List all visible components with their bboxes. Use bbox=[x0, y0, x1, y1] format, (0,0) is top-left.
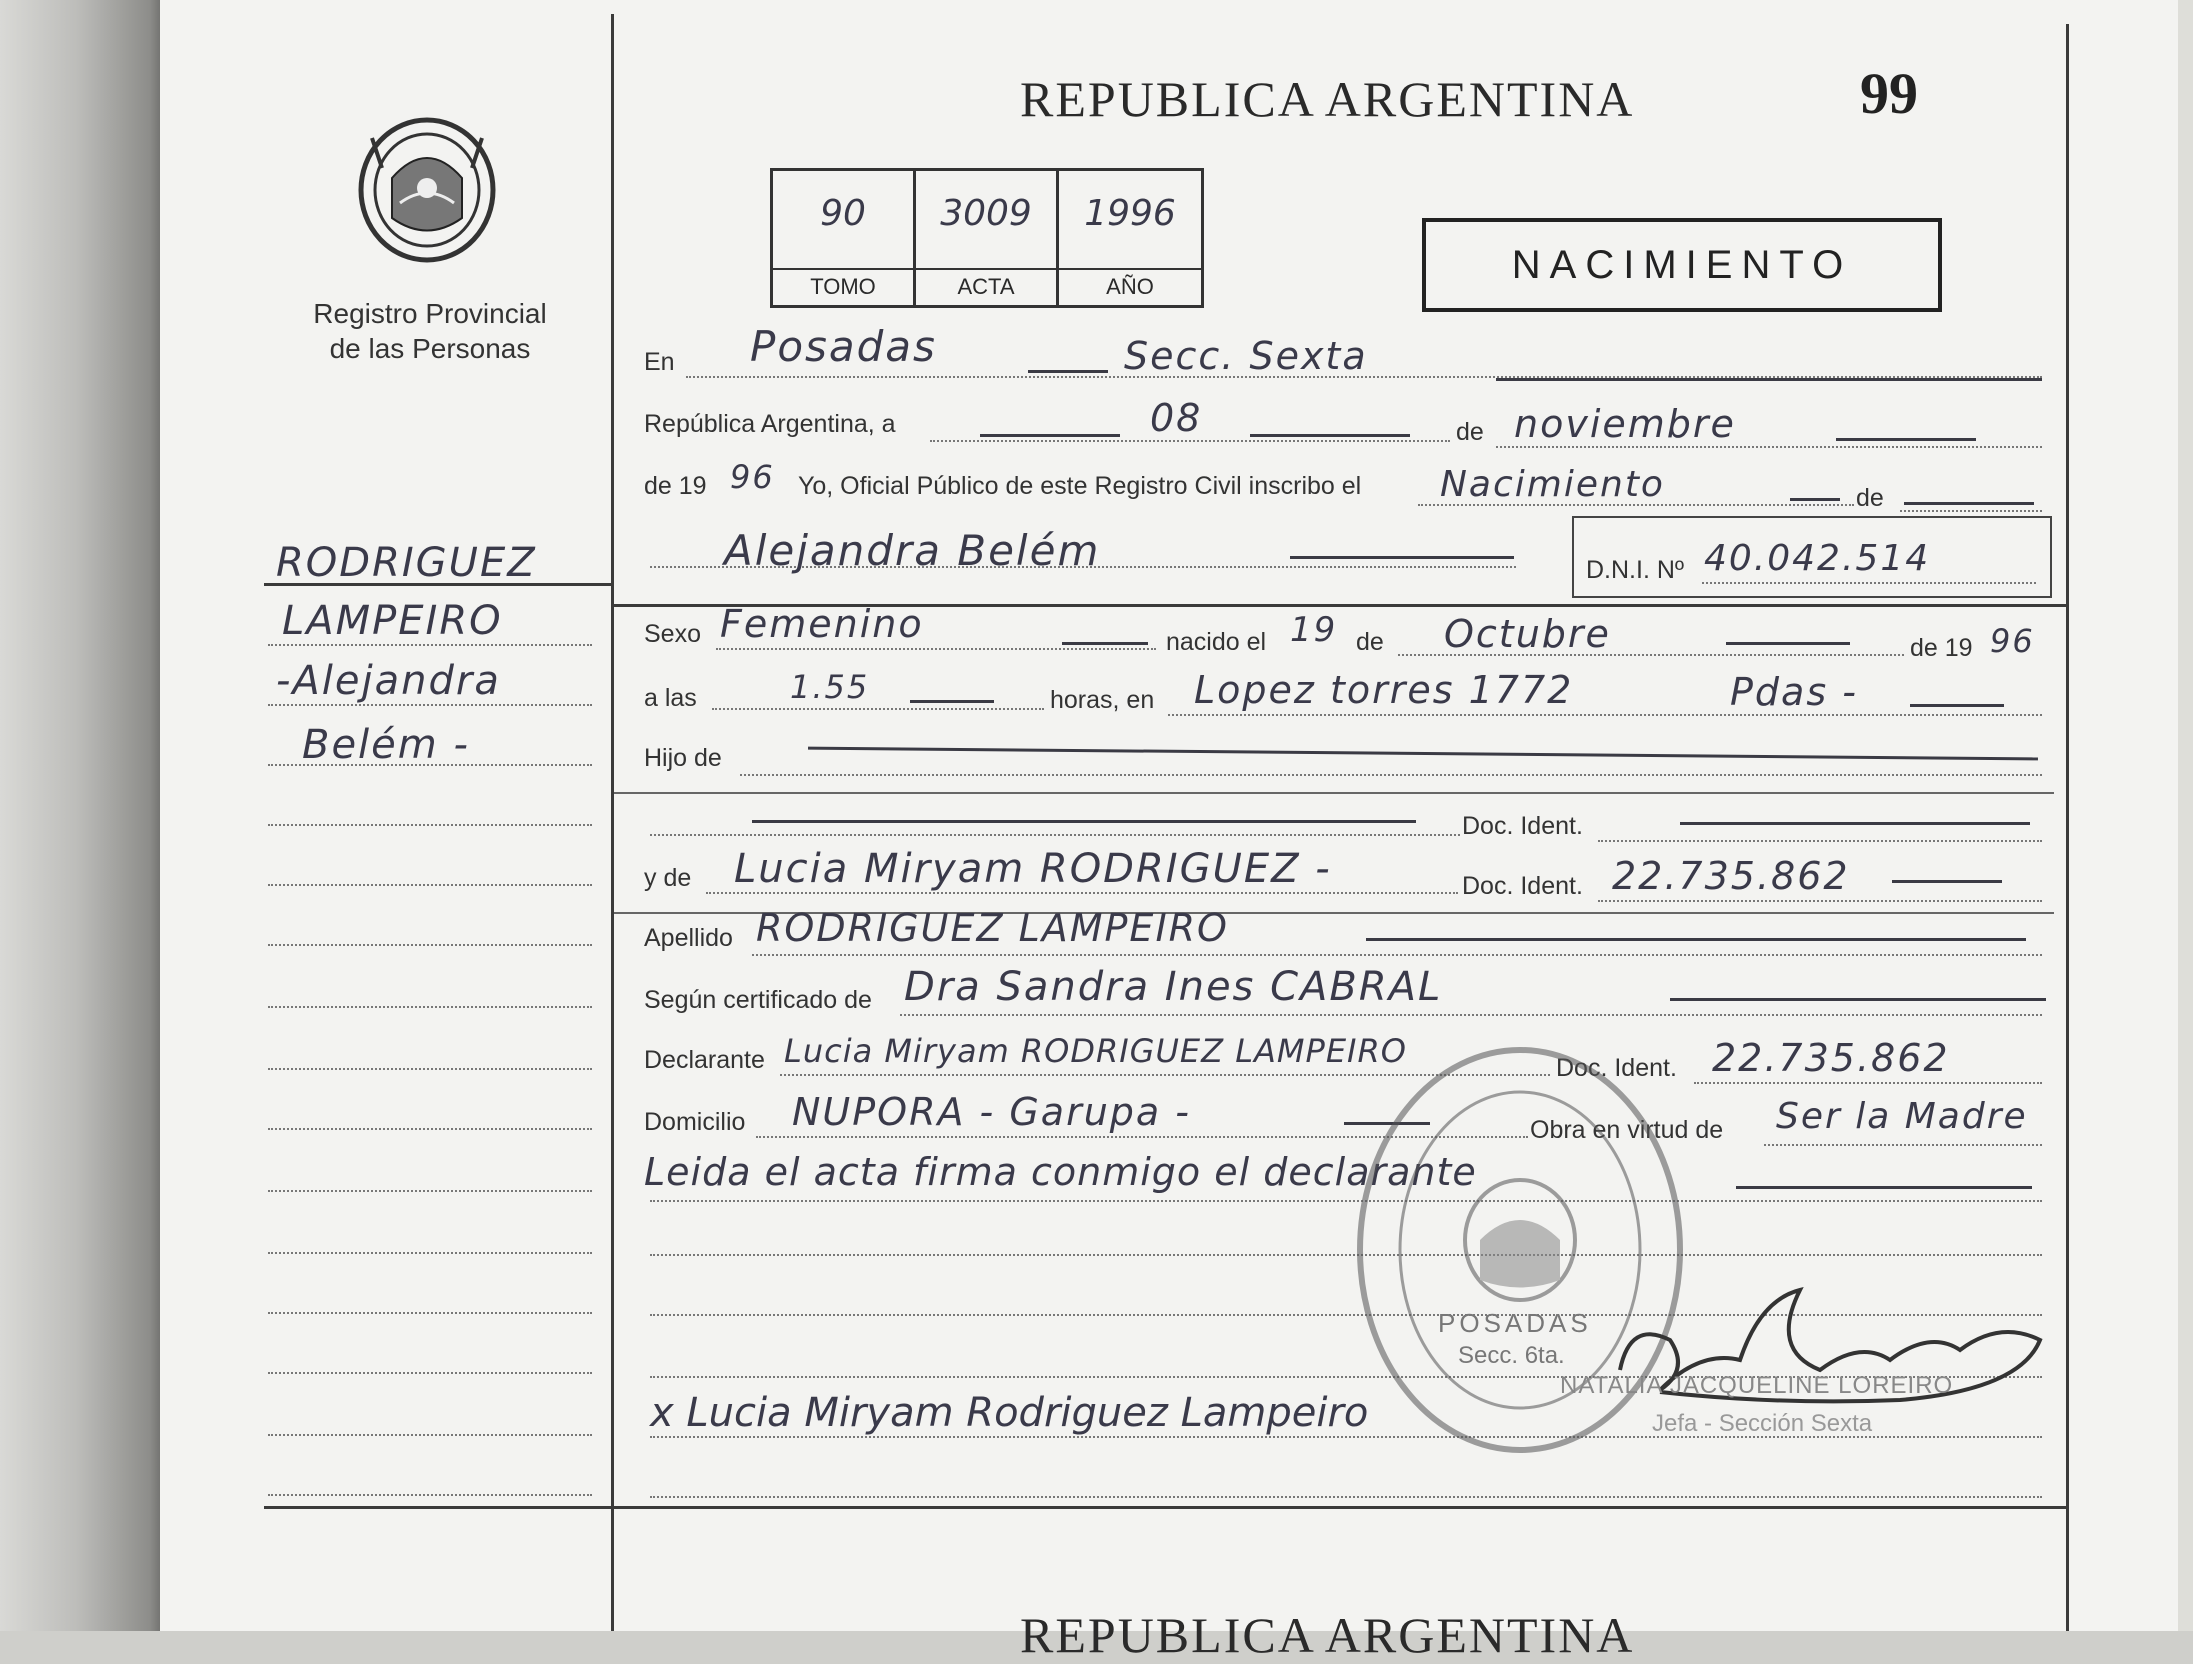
month-line bbox=[1496, 446, 2042, 448]
margin-name-line3: -Alejandra bbox=[276, 658, 501, 704]
officer-name: NATALIA JACQUELINE LOREIRO bbox=[1560, 1372, 1954, 1399]
acta-value: 3009 bbox=[940, 193, 1032, 234]
ink-dash bbox=[980, 434, 1120, 437]
right-border bbox=[2066, 24, 2069, 1631]
ink-dash bbox=[1670, 998, 2046, 1001]
padre-doc-line bbox=[1598, 840, 2042, 842]
acta-cell bbox=[916, 171, 1059, 305]
y-de-label: y de bbox=[644, 864, 692, 892]
domicilio-value: NUPORA - Garupa - bbox=[792, 1090, 1191, 1134]
record-type-box: NACIMIENTO bbox=[1422, 218, 1942, 312]
lugar-line bbox=[1168, 714, 2042, 716]
org-name-line2: de las Personas bbox=[329, 333, 531, 364]
month-value: noviembre bbox=[1514, 402, 1736, 446]
margin-line bbox=[268, 1252, 592, 1254]
certificado-line bbox=[900, 1014, 2042, 1016]
ink-dash bbox=[1836, 438, 1976, 441]
apellido-line bbox=[752, 954, 2042, 956]
declarante-value: Lucia Miryam RODRIGUEZ LAMPEIRO bbox=[784, 1032, 1407, 1070]
certificado-label: Según certificado de bbox=[644, 986, 872, 1014]
margin-line bbox=[268, 764, 592, 766]
anio-cell bbox=[1059, 171, 1201, 305]
year-prefix: de 19 bbox=[644, 472, 707, 500]
madre-doc-value: 22.735.862 bbox=[1612, 854, 1850, 898]
padre-line bbox=[650, 834, 1460, 836]
leida-line bbox=[650, 1200, 2042, 1202]
declarante-label: Declarante bbox=[644, 1046, 765, 1074]
fecha-line bbox=[930, 440, 1450, 442]
ink-dash bbox=[1910, 704, 2004, 707]
nacido-de-label: de bbox=[1356, 628, 1384, 656]
declarante-doc-label: Doc. Ident. bbox=[1556, 1054, 1677, 1082]
tomo-value: 90 bbox=[820, 193, 866, 234]
declarante-doc-value: 22.735.862 bbox=[1712, 1036, 1950, 1080]
dni-value: 40.042.514 bbox=[1704, 538, 1931, 579]
organization-name bbox=[290, 296, 570, 366]
margin-line bbox=[268, 1006, 592, 1008]
stamp-city: POSADAS bbox=[1438, 1308, 1592, 1338]
margin-line bbox=[268, 1494, 592, 1496]
hijo-rule bbox=[614, 792, 2054, 794]
dni-label: D.N.I. Nº bbox=[1586, 556, 1685, 584]
margin-line bbox=[268, 944, 592, 946]
month-de-label: de bbox=[1456, 418, 1484, 446]
day-value: 08 bbox=[1150, 396, 1203, 440]
a-las-label: a las bbox=[644, 684, 697, 712]
leida-text: Leida el acta firma conmigo el declarante bbox=[644, 1150, 1477, 1194]
margin-line bbox=[268, 1372, 592, 1374]
margin-name-line2: LAMPEIRO bbox=[282, 598, 503, 644]
ink-dash bbox=[1290, 556, 1514, 559]
padre-doc-label: Doc. Ident. bbox=[1462, 812, 1583, 840]
column-divider bbox=[611, 14, 614, 1631]
sexo-label: Sexo bbox=[644, 620, 701, 648]
madre-doc-label: Doc. Ident. bbox=[1462, 872, 1583, 900]
margin-name-line4: Belém - bbox=[302, 722, 470, 768]
certificado-value: Dra Sandra Ines CABRAL bbox=[904, 964, 1443, 1010]
ink-dash bbox=[1028, 370, 1108, 373]
nacido-month: Octubre bbox=[1444, 612, 1611, 656]
margin-line bbox=[268, 884, 592, 886]
ink-dash bbox=[1892, 880, 2002, 883]
anio-value: 1996 bbox=[1084, 193, 1176, 234]
nacido-day: 19 bbox=[1290, 610, 1338, 650]
madre-value: Lucia Miryam RODRIGUEZ - bbox=[734, 846, 1332, 892]
province-seal-icon bbox=[352, 108, 502, 268]
margin-line bbox=[268, 704, 592, 706]
ink-line bbox=[1680, 822, 2030, 825]
blank-line bbox=[650, 1496, 2042, 1498]
dni-box bbox=[1572, 516, 2052, 598]
lugar-city: Pdas - bbox=[1730, 670, 1858, 714]
org-name-line1: Registro Provincial bbox=[313, 298, 547, 329]
domicilio-label: Domicilio bbox=[644, 1108, 746, 1136]
obra-line bbox=[1764, 1144, 2042, 1146]
tomo-label: TOMO bbox=[773, 268, 913, 300]
anio-label: AÑO bbox=[1059, 268, 1201, 300]
ink-dash bbox=[1366, 938, 2026, 941]
madre-doc-line bbox=[1598, 900, 2042, 902]
next-page-title: REPUBLICA ARGENTINA bbox=[1020, 1607, 1635, 1663]
nacido-year: 96 bbox=[1990, 622, 2035, 660]
acto-value: Nacimiento bbox=[1440, 464, 1665, 505]
registry-number-box bbox=[770, 168, 1204, 308]
acta-label: ACTA bbox=[916, 268, 1056, 300]
ink-line bbox=[752, 820, 1416, 823]
margin-line bbox=[268, 1190, 592, 1192]
nacido-label: nacido el bbox=[1166, 628, 1267, 656]
yo-text: Yo, Oficial Público de este Registro Civil inscribo el bbox=[798, 472, 1362, 500]
declarante-signature: x Lucia Miryam Rodriguez Lampeiro bbox=[650, 1390, 1369, 1436]
seccion-value: Secc. Sexta bbox=[1124, 334, 1368, 378]
margin-line bbox=[268, 1312, 592, 1314]
page-right-edge bbox=[2178, 0, 2193, 1631]
page-title: REPUBLICA ARGENTINA bbox=[1020, 71, 1635, 127]
margin-line bbox=[268, 824, 592, 826]
declarante-doc-line bbox=[1694, 1082, 2042, 1084]
ink-dash bbox=[1726, 642, 1850, 645]
sexo-value: Femenino bbox=[720, 602, 924, 646]
page-number: 99 bbox=[1860, 61, 1918, 126]
margin-line bbox=[268, 1434, 592, 1436]
en-value: Posadas bbox=[750, 322, 937, 371]
blank-line bbox=[650, 1254, 2042, 1256]
ink-dash bbox=[910, 700, 994, 703]
apellido-value: RODRIGUEZ LAMPEIRO bbox=[756, 906, 1229, 950]
margin-line bbox=[268, 644, 592, 646]
madre-line bbox=[706, 892, 1458, 894]
hijo-line bbox=[740, 774, 2042, 776]
sexo-line bbox=[716, 648, 1156, 650]
apellido-label: Apellido bbox=[644, 924, 733, 952]
acto-de-label: de bbox=[1856, 484, 1884, 512]
republica-label: República Argentina, a bbox=[644, 410, 896, 438]
officer-signature-icon bbox=[1600, 1280, 2060, 1430]
tomo-cell bbox=[773, 171, 916, 305]
ink-dash bbox=[1904, 502, 2034, 505]
stamp-section: Secc. 6ta. bbox=[1458, 1342, 1565, 1369]
en-label: En bbox=[644, 348, 675, 376]
ink-dash bbox=[1250, 434, 1410, 437]
obra-value: Ser la Madre bbox=[1776, 1096, 2028, 1137]
ink-dash bbox=[1790, 498, 1840, 501]
horas-en-label: horas, en bbox=[1050, 686, 1155, 714]
hijo-label: Hijo de bbox=[644, 744, 722, 772]
bottom-rule bbox=[264, 1506, 2068, 1509]
lugar-value: Lopez torres 1772 bbox=[1194, 668, 1574, 712]
year-value: 96 bbox=[730, 458, 775, 496]
hora-line bbox=[712, 708, 1044, 710]
ink-dash bbox=[1496, 378, 2042, 381]
obra-label: Obra en virtud de bbox=[1530, 1116, 1724, 1144]
acto-de-line bbox=[1900, 510, 2042, 512]
margin-line bbox=[268, 1068, 592, 1070]
hora-value: 1.55 bbox=[790, 668, 870, 706]
margin-name-line1: RODRIGUEZ bbox=[276, 540, 537, 586]
ink-dash bbox=[1736, 1186, 2032, 1189]
nombre-value: Alejandra Belém bbox=[724, 526, 1101, 575]
officer-title: Jefa - Sección Sexta bbox=[1652, 1410, 1873, 1437]
margin-line bbox=[268, 1128, 592, 1130]
nacido-year-prefix: de 19 bbox=[1910, 634, 1973, 662]
ink-dash bbox=[1062, 642, 1148, 645]
dni-line bbox=[1702, 582, 2036, 584]
page-gutter-shadow bbox=[0, 0, 170, 1631]
